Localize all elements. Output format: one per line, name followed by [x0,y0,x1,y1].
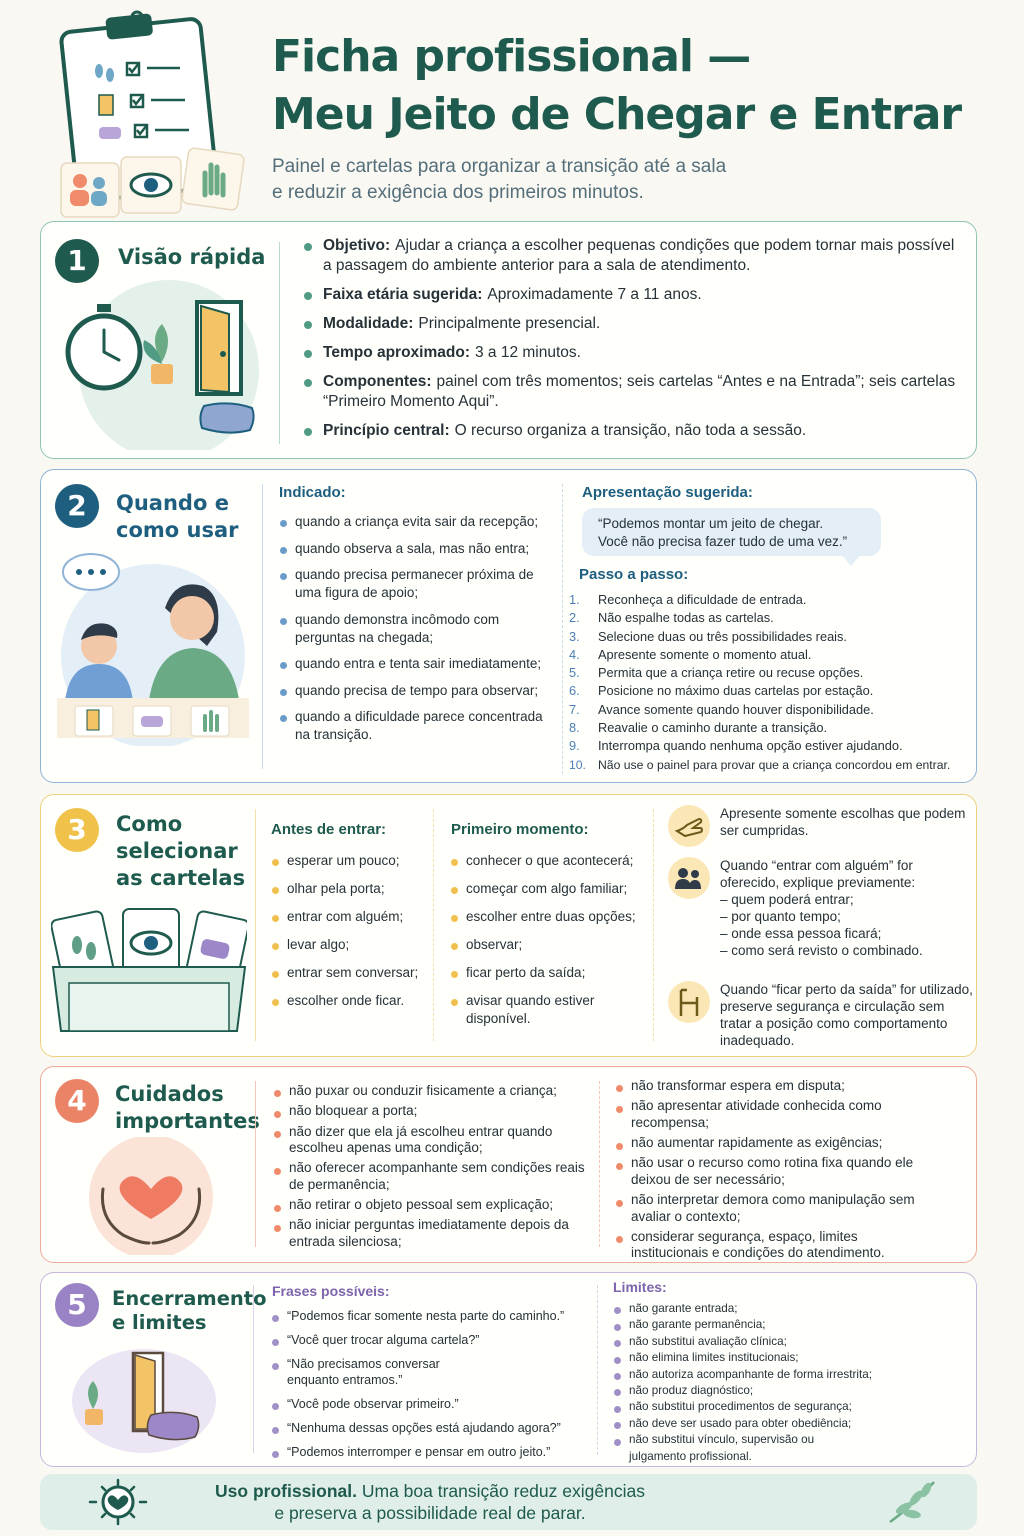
indicated-list [279,513,559,753]
section-number: 4 [55,1079,99,1123]
list-item: quando entra e tenta sair imediatamente; [279,655,559,673]
section-important-care [40,1066,977,1263]
list-item: quando precisa de tempo para observar; [279,682,559,700]
list-item: observar; [450,936,646,954]
presentation-speech-bubble: “Podemos montar um jeito de chegar. Você não precisa fazer tudo de uma vez.” [582,508,881,556]
list-item: não iniciar perguntas imediatamente depois da entrada silenciosa; [273,1217,593,1250]
section-number: 3 [55,808,99,852]
page-title-line1: Ficha profissional — [272,31,751,82]
list-item: escolher entre duas opções; [450,908,646,926]
section-title: Encerramento e limites [112,1287,267,1334]
footer-text [140,1480,720,1524]
list-item: levar algo; [271,936,441,954]
tip-realistic-choices [668,805,968,845]
section-number: 1 [55,239,99,283]
list-item: entrar com alguém; [271,908,441,926]
door-pillow-illustration [69,1343,219,1453]
step-item: 5. Permita que a criança retire ou recuse opções. [569,665,864,681]
cards-on-table-icon [75,706,229,736]
heart-hands-illustration [79,1137,229,1255]
section-title: Como selecionar as cartelas [116,812,246,890]
list-item: quando observa a sala, mas não entra; [279,540,559,558]
section-divider [562,484,563,774]
overview-item: Componentes: painel com três momentos; seis cartelas “Antes e na Entrada”; seis cartelas “Primeiro Momento Aqui”. [303,372,963,412]
section-closing-limits [40,1272,977,1467]
chair-icon [668,981,710,1023]
list-item: quando a dificuldade parece concentrada na transição. [279,708,559,744]
list-item: considerar segurança, espaço, limites institucionais e condições do atendimento. [615,1229,915,1262]
list-item: escolher onde ficar. [271,992,441,1010]
list-item: não elimina limites institucionais; [613,1350,953,1366]
list-item: não produz diagnóstico; [613,1383,953,1399]
limits-list [613,1301,953,1465]
step-item: 9. Interrompa quando nenhuma opção estiver ajudando. [569,738,903,754]
presentation-heading: Apresentação sugerida: [582,484,753,501]
card-box-icon [53,967,245,1031]
list-item: não oferecer acompanhante sem condições reais de permanência; [273,1160,593,1193]
footer-bold: Uso profissional. [215,1481,357,1501]
list-item: ficar perto da saída; [450,964,646,982]
subtitle-line2: e reduzir a exigência dos primeiros minutos. [272,182,644,203]
list-item: não usar o recurso como rotina fixa quando ele deixou de ser necessário; [615,1155,915,1188]
phrases-heading: Frases possíveis: [272,1283,390,1299]
subtitle-line1: Painel e cartelas para organizar a transição até a sala [272,156,727,177]
section-title: Quando e como usar [116,491,239,542]
step-item: 2. Não espalhe todas as cartelas. [569,610,774,626]
list-item: não transformar espera em disputa; [615,1078,915,1095]
section-divider [253,1285,254,1453]
list-item: não deve ser usado para obter obediência; [613,1416,953,1432]
hand-icon [668,805,710,847]
hand-card-icon [181,147,244,210]
list-item: “Não precisamos conversar enquanto entramos.” [271,1356,456,1388]
pillow-icon [147,1412,198,1439]
list-item: “Podemos interromper e pensar em outro jeito.” [271,1444,591,1460]
list-item: conhecer o que acontecerá; [450,852,646,870]
tip-enter-with-someone [668,857,968,972]
list-item: esperar um pouco; [271,852,441,870]
section-divider [262,484,263,769]
speech-bubble-icon [63,554,119,590]
indicated-heading: Indicado: [279,484,346,501]
people-icon [668,857,710,899]
first-moment-list [450,852,646,1038]
overview-list [303,236,963,450]
steps-heading: Passo a passo: [579,566,689,583]
list-item: não substitui procedimentos de segurança; [613,1399,953,1415]
list-item: “Nenhuma dessas opções está ajudando agora?” [271,1420,591,1436]
child-and-adult-illustration [47,550,259,746]
list-item: quando a criança evita sair da recepção; [279,513,559,531]
title-block [272,28,992,206]
section-divider [433,809,434,1041]
footer-line2: e preserva a possibilidade real de parar. [274,1503,586,1523]
section-when-how [40,469,977,783]
leaf-sprig-icon [882,1478,942,1526]
step-item: 8. Reavalie o caminho durante a transição. [569,720,828,736]
overview-item: Objetivo: Ajudar a criança a escolher pequenas condições que podem tornar mais possível a passagem do ambiente anterior para a sala de atendimento. [303,236,963,276]
step-item: 7. Avance somente quando houver disponibilidade. [569,701,874,717]
clock-door-illustration [59,280,269,450]
section-title: Visão rápida [118,245,266,269]
list-item: não autoriza acompanhante de forma irrestrita; [613,1367,953,1383]
footer-line1: Uma boa transição reduz exigências [361,1481,645,1501]
pillow-icon [200,403,253,432]
eye-card-icon [121,157,181,213]
step-item: 3. Selecione duas ou três possibilidades reais. [569,628,847,644]
list-item: não interpretar demora como manipulação sem avaliar o contexto; [615,1192,915,1225]
care-list-left [273,1083,593,1254]
steps-list [569,591,969,774]
limits-heading: Limites: [613,1279,667,1295]
section-select-cards [40,794,977,1057]
list-item: “Podemos ficar somente nesta parte do caminho.” [271,1308,591,1324]
phrases-list [271,1308,591,1467]
pillow-mini-icon [99,127,121,139]
list-item: avisar quando estiver disponível. [450,992,646,1028]
clipboard-illustration [55,5,255,220]
section-divider [599,1081,600,1247]
section-divider [255,1081,256,1247]
page-title-line2: Meu Jeito de Chegar e Entrar [272,89,962,140]
overview-item: Princípio central: O recurso organiza a transição, não toda a sessão. [303,421,963,441]
door-mini-icon [99,95,113,115]
list-item: não bloquear a porta; [273,1103,593,1120]
section-overview [40,221,977,459]
footer-banner [40,1474,977,1530]
list-item: quando precisa permanecer próxima de uma figura de apoio; [279,566,559,602]
step-item: 6. Posicione no máximo duas cartelas por estação. [569,683,874,699]
door-icon [197,302,241,394]
card-box-illustration [51,905,247,1035]
list-item: quando demonstra incômodo com perguntas na chegada; [279,611,559,647]
tip-text: Quando “ficar perto da saída” for utilizado, preserve segurança e circulação sem tratar a posição como comportamento inadequado. [720,982,973,1048]
first-moment-heading: Primeiro momento: [451,821,589,838]
tip-text: Apresente somente escolhas que podem ser cumpridas. [720,806,966,838]
before-heading: Antes de entrar: [271,821,387,838]
section-number: 5 [55,1283,99,1327]
section-divider [255,809,256,1041]
overview-item: Tempo aproximado: 3 a 12 minutos. [303,343,963,363]
tip-near-exit [668,981,973,1049]
section-divider [279,242,280,444]
care-list-right [615,1078,915,1263]
overview-item: Faixa etária sugerida: Aproximadamente 7 a 11 anos. [303,285,963,305]
step-item: 4. Apresente somente o momento atual. [569,646,812,662]
tip-text: Quando “entrar com alguém” for oferecido, explique previamente: – quem poderá entrar; – por quanto tempo; – onde essa pessoa ficará; – como será revisto o combinado. [720,858,923,958]
page-subtitle [272,154,992,206]
overview-item: Modalidade: Principalmente presencial. [303,314,963,334]
list-item: “Você quer trocar alguma cartela?” [271,1332,591,1348]
list-item: começar com algo familiar; [450,880,646,898]
list-item: olhar pela porta; [271,880,441,898]
list-item: não garante permanência; [613,1317,953,1333]
before-list [271,852,441,1020]
list-item: não apresentar atividade conhecida como recompensa; [615,1098,915,1131]
list-item: não substitui vínculo, supervisão ou julgamento profissional. [613,1432,833,1465]
list-item: não substitui avaliação clínica; [613,1334,953,1350]
list-item: não puxar ou conduzir fisicamente a criança; [273,1083,593,1100]
step-item: 10. Não use o painel para provar que a criança concordou em entrar. [569,757,951,772]
list-item: não retirar o objeto pessoal sem explicação; [273,1197,593,1214]
list-item: “Você pode observar primeiro.” [271,1396,591,1412]
list-item: entrar sem conversar; [271,964,441,982]
people-card-icon [61,163,119,217]
section-divider [597,1285,598,1455]
section-number: 2 [55,484,99,528]
section-divider [653,809,654,1041]
step-item: 1. Reconheça a dificuldade de entrada. [569,592,807,607]
list-item: não aumentar rapidamente as exigências; [615,1135,915,1152]
list-item: não dizer que ela já escolheu entrar quando escolheu apenas uma condição; [273,1124,593,1157]
list-item: não garante entrada; [613,1301,953,1317]
header [0,0,1024,215]
section-title: Cuidados importantes [115,1082,260,1133]
